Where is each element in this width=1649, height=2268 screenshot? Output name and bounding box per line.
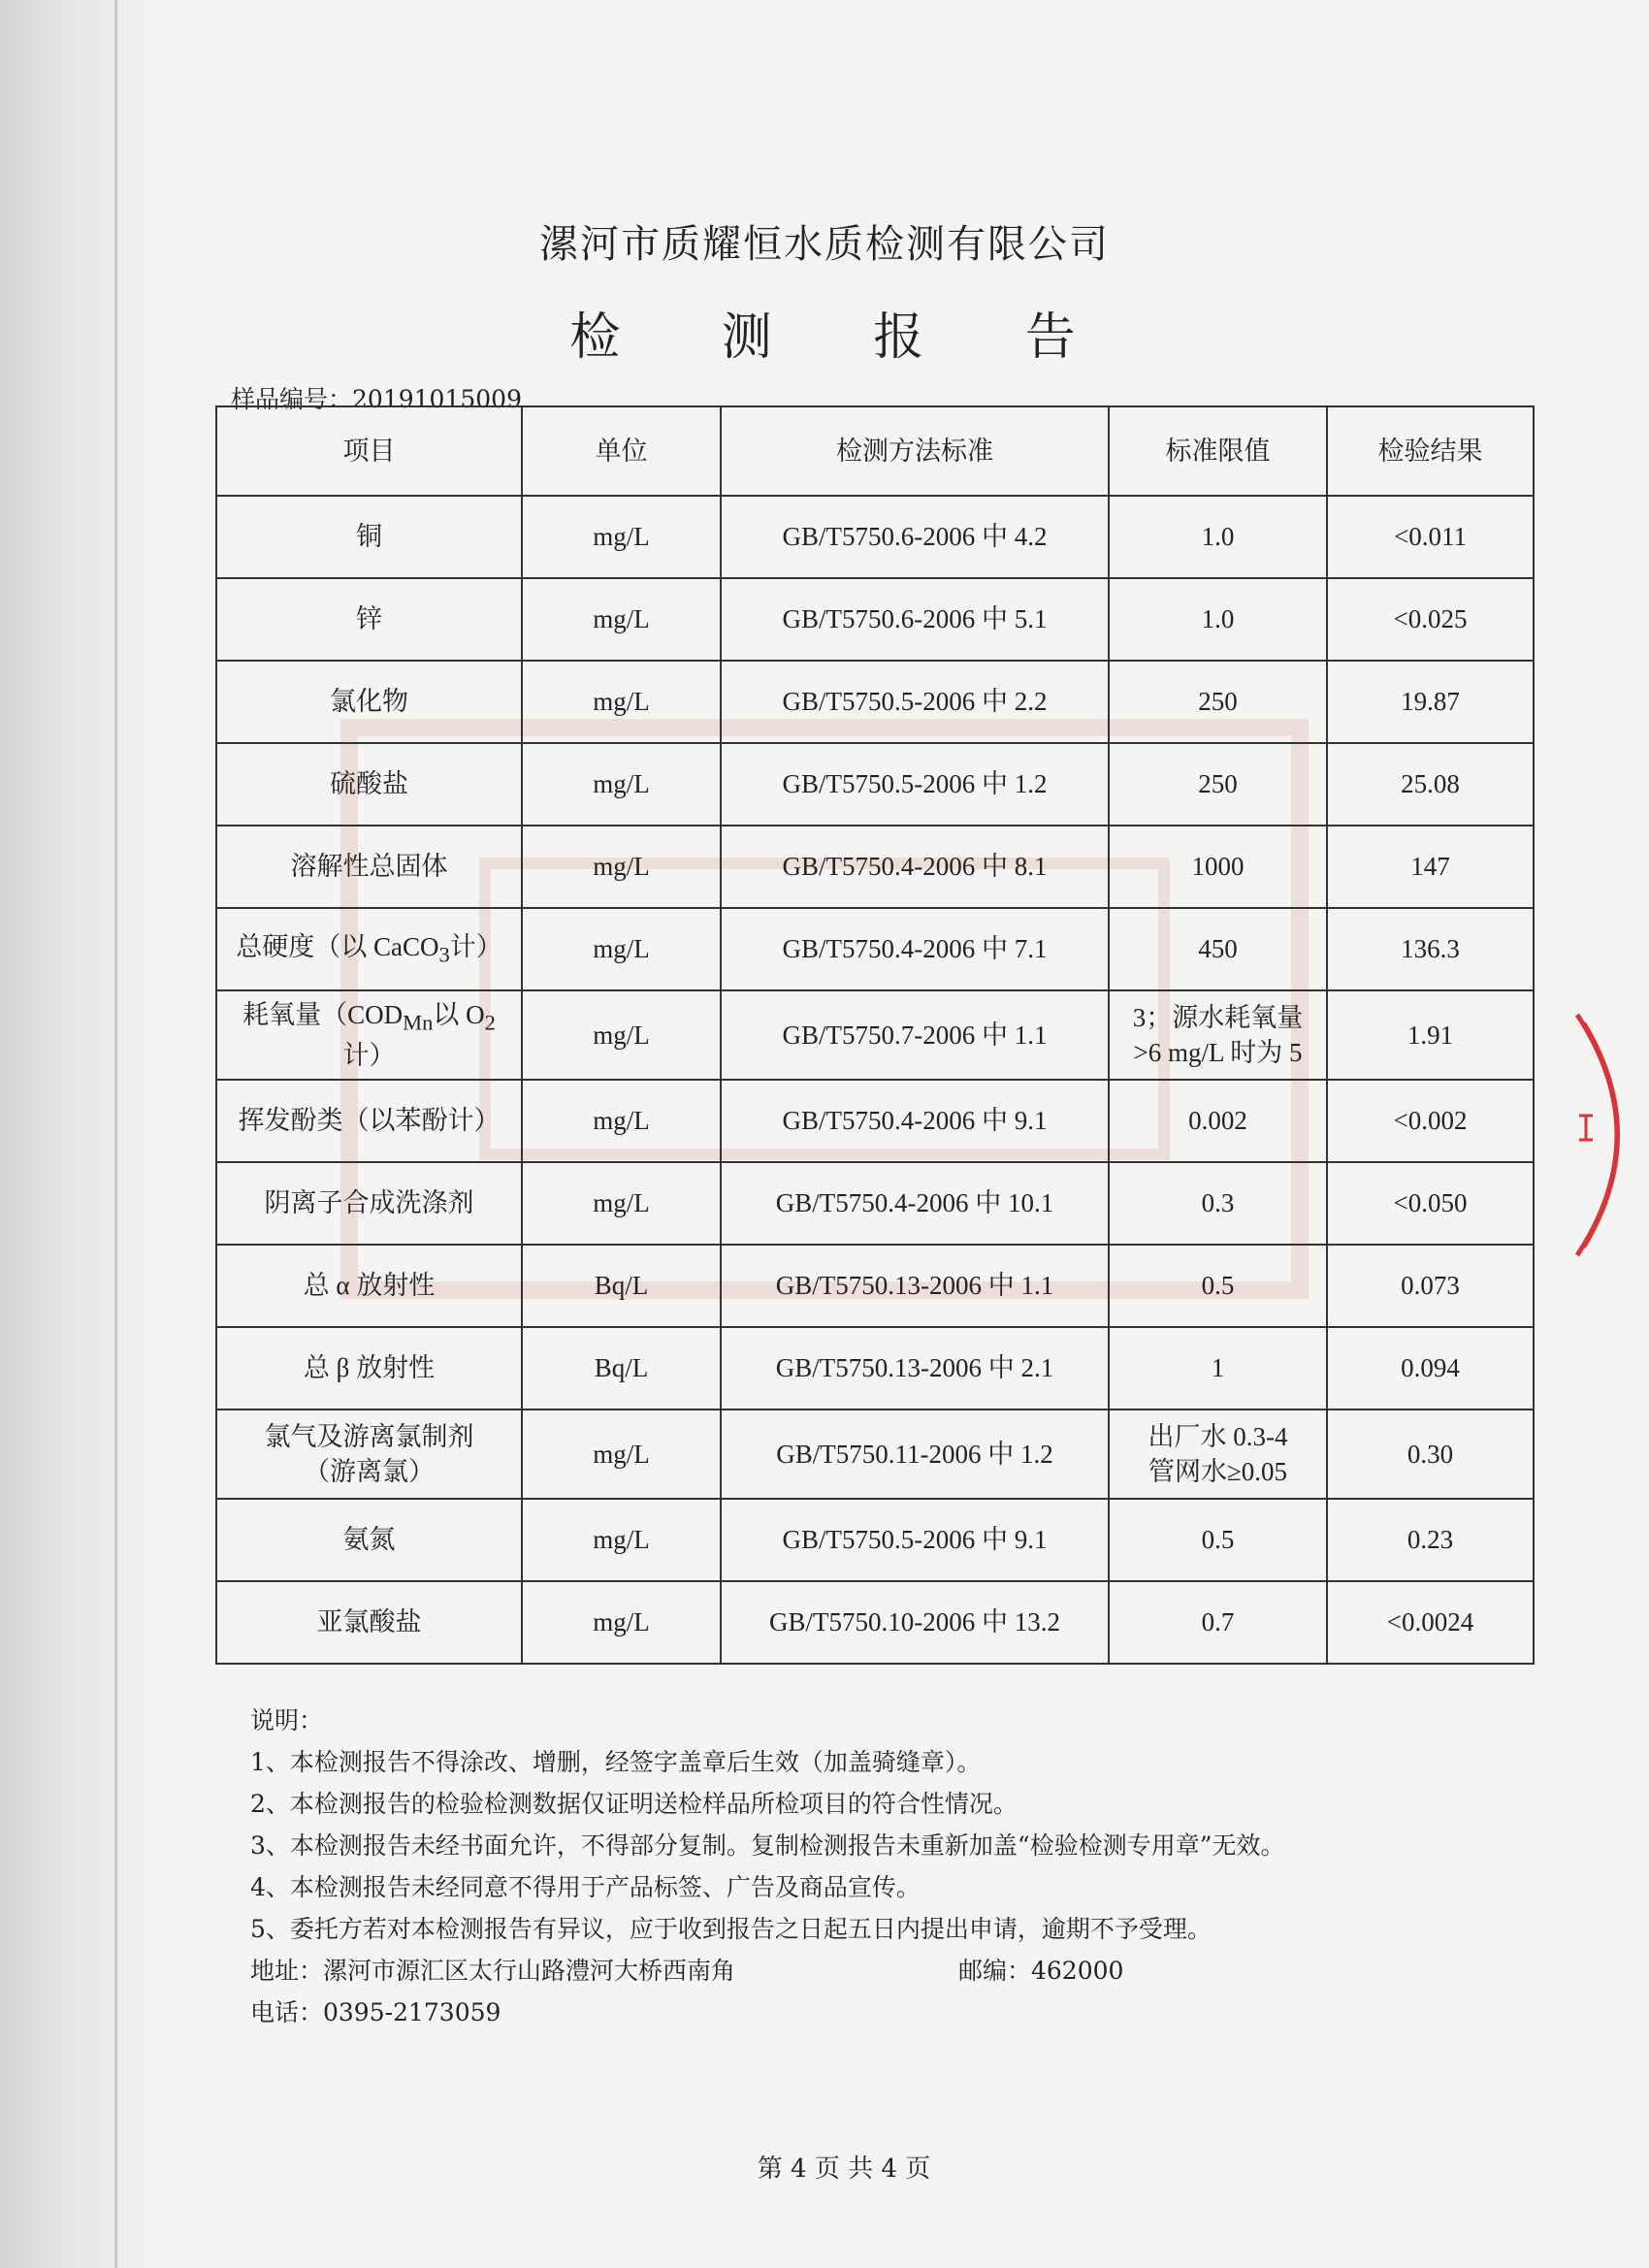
cell-method: GB/T5750.11-2006 中 1.2 xyxy=(721,1409,1109,1499)
cell-limit: 450 xyxy=(1109,908,1327,990)
page-number: 第 4 页 共 4 页 xyxy=(757,2155,931,2184)
cell-unit: Bq/L xyxy=(522,1245,721,1327)
limit-line: 3；源水耗氧量 xyxy=(1132,1002,1304,1032)
cell-unit: mg/L xyxy=(522,1080,721,1162)
table-row xyxy=(216,1162,1534,1245)
cell-item: 氨氮 xyxy=(216,1499,522,1581)
cell-unit: mg/L xyxy=(522,1499,721,1581)
cell-unit: Bq/L xyxy=(522,1327,721,1409)
cell-limit: 0.3 xyxy=(1109,1162,1327,1245)
cell-item xyxy=(216,908,522,990)
item-text: （游离氯） xyxy=(304,1457,435,1486)
cell-method: GB/T5750.4-2006 中 8.1 xyxy=(721,826,1109,908)
note-item: 2、本检测报告的检验检测数据仅证明送检样品所检项目的符合性情况。 xyxy=(250,1790,1018,1818)
table-row xyxy=(216,1409,1534,1499)
cell-result: 136.3 xyxy=(1327,908,1534,990)
table-row xyxy=(216,1581,1534,1664)
header-result: 检验结果 xyxy=(1327,406,1534,496)
cell-unit: mg/L xyxy=(522,908,721,990)
table-row xyxy=(216,496,1534,578)
cell-limit: 0.5 xyxy=(1109,1245,1327,1327)
cell-item: 亚氯酸盐 xyxy=(216,1581,522,1664)
limit-line: 管网水≥0.05 xyxy=(1148,1457,1288,1486)
cell-method: GB/T5750.13-2006 中 2.1 xyxy=(721,1327,1109,1409)
cell-result: 1.91 xyxy=(1327,990,1534,1080)
report-title: 检 测 报 告 xyxy=(569,308,1118,367)
cell-limit: 0.5 xyxy=(1109,1499,1327,1581)
header-method: 检测方法标准 xyxy=(721,406,1109,496)
cell-result: 0.094 xyxy=(1327,1327,1534,1409)
cell-result: <0.050 xyxy=(1327,1162,1534,1245)
cell-result: 25.08 xyxy=(1327,743,1534,826)
item-text: 以 O xyxy=(433,999,485,1029)
cell-unit: mg/L xyxy=(522,1162,721,1245)
cell-limit: 1 xyxy=(1109,1327,1327,1409)
cell-item: 阴离子合成洗涤剂 xyxy=(216,1162,522,1245)
item-text: 总硬度（以 CaCO xyxy=(236,931,439,961)
cell-item xyxy=(216,1409,522,1499)
table-row xyxy=(216,990,1534,1080)
table-row xyxy=(216,1499,1534,1581)
cell-method: GB/T5750.7-2006 中 1.1 xyxy=(721,990,1109,1080)
cell-method: GB/T5750.6-2006 中 4.2 xyxy=(721,496,1109,578)
cell-unit: mg/L xyxy=(522,990,721,1080)
cell-item: 挥发酚类（以苯酚计） xyxy=(216,1080,522,1162)
cell-unit: mg/L xyxy=(522,496,721,578)
cell-method: GB/T5750.4-2006 中 7.1 xyxy=(721,908,1109,990)
table-row xyxy=(216,578,1534,661)
cell-unit: mg/L xyxy=(522,743,721,826)
table-row xyxy=(216,1327,1534,1409)
cell-item: 锌 xyxy=(216,578,522,661)
table-row xyxy=(216,826,1534,908)
cell-result: <0.025 xyxy=(1327,578,1534,661)
item-subscript: 3 xyxy=(438,942,450,966)
sample-label: 样品编号： xyxy=(231,385,353,413)
table-header-row xyxy=(216,406,1534,496)
cell-limit: 0.7 xyxy=(1109,1581,1327,1664)
phone: 电话：0395-2173059 xyxy=(250,1998,501,2026)
item-text: 氯气及游离氯制剂 xyxy=(264,1421,474,1451)
cell-result: <0.002 xyxy=(1327,1080,1534,1162)
sample-number: 20191015009 xyxy=(352,385,522,413)
cell-method: GB/T5750.4-2006 中 9.1 xyxy=(721,1080,1109,1162)
table-row xyxy=(216,908,1534,990)
item-text: 计） xyxy=(342,1040,396,1070)
cell-method: GB/T5750.5-2006 中 1.2 xyxy=(721,743,1109,826)
cell-method: GB/T5750.5-2006 中 2.2 xyxy=(721,661,1109,743)
item-subscript: Mn xyxy=(403,1010,434,1035)
limit-line: 出厂水 0.3-4 xyxy=(1148,1421,1288,1451)
cell-unit: mg/L xyxy=(522,1409,721,1499)
cell-item: 氯化物 xyxy=(216,661,522,743)
note-item: 3、本检测报告未经书面允许，不得部分复制。复制检测报告未重新加盖“检验检测专用章”无效。 xyxy=(250,1831,1285,1860)
cell-result: <0.0024 xyxy=(1327,1581,1534,1664)
note-item: 5、委托方若对本检测报告有异议，应于收到报告之日起五日内提出申请，逾期不予受理。 xyxy=(250,1915,1212,1943)
cell-result: 19.87 xyxy=(1327,661,1534,743)
cell-item: 总 α 放射性 xyxy=(216,1245,522,1327)
notes-heading: 说明： xyxy=(250,1706,324,1734)
note-item: 4、本检测报告未经同意不得用于产品标签、广告及商品宣传。 xyxy=(250,1873,921,1901)
cell-unit: mg/L xyxy=(522,1581,721,1664)
cell-method: GB/T5750.6-2006 中 5.1 xyxy=(721,578,1109,661)
table-row xyxy=(216,743,1534,826)
cell-result: 147 xyxy=(1327,826,1534,908)
item-text: 计） xyxy=(449,931,502,961)
cell-limit: 1.0 xyxy=(1109,496,1327,578)
header-limit: 标准限值 xyxy=(1109,406,1327,496)
cell-limit: 250 xyxy=(1109,743,1327,826)
address: 地址：漯河市源汇区太行山路澧河大桥西南角 xyxy=(250,1957,736,1985)
item-text: 耗氧量（COD xyxy=(242,999,404,1029)
cell-method: GB/T5750.4-2006 中 10.1 xyxy=(721,1162,1109,1245)
cell-item: 溶解性总固体 xyxy=(216,826,522,908)
seal-stamp-icon xyxy=(1571,1009,1649,1261)
table-row xyxy=(216,661,1534,743)
note-item: 1、本检测报告不得涂改、增删，经签字盖章后生效（加盖骑缝章）。 xyxy=(250,1748,982,1776)
results-table xyxy=(215,405,1535,1665)
cell-method: GB/T5750.5-2006 中 9.1 xyxy=(721,1499,1109,1581)
cell-result: 0.30 xyxy=(1327,1409,1534,1499)
cell-result: 0.073 xyxy=(1327,1245,1534,1327)
cell-result: 0.23 xyxy=(1327,1499,1534,1581)
table-row xyxy=(216,1245,1534,1327)
cell-limit: 1.0 xyxy=(1109,578,1327,661)
cell-limit: 1000 xyxy=(1109,826,1327,908)
cell-item xyxy=(216,990,522,1080)
item-subscript: 2 xyxy=(484,1010,496,1035)
header-item: 项目 xyxy=(216,406,522,496)
address-line xyxy=(250,1950,1284,1992)
cell-limit xyxy=(1109,990,1327,1080)
header-unit: 单位 xyxy=(522,406,721,496)
cell-unit: mg/L xyxy=(522,578,721,661)
table-row xyxy=(216,1080,1534,1162)
cell-result: <0.011 xyxy=(1327,496,1534,578)
cell-method: GB/T5750.13-2006 中 1.1 xyxy=(721,1245,1109,1327)
cell-limit: 250 xyxy=(1109,661,1327,743)
postal-code: 邮编：462000 xyxy=(958,1957,1124,1985)
cell-unit: mg/L xyxy=(522,661,721,743)
cell-method: GB/T5750.10-2006 中 13.2 xyxy=(721,1581,1109,1664)
cell-limit: 0.002 xyxy=(1109,1080,1327,1162)
cell-unit: mg/L xyxy=(522,826,721,908)
cell-item: 铜 xyxy=(216,496,522,578)
cell-limit xyxy=(1109,1409,1327,1499)
limit-line: >6 mg/L 时为 5 xyxy=(1133,1038,1303,1067)
cell-item: 总 β 放射性 xyxy=(216,1327,522,1409)
notes-section xyxy=(250,1700,1284,2033)
company-name: 漯河市质耀恒水质检测有限公司 xyxy=(539,222,1110,267)
cell-item: 硫酸盐 xyxy=(216,743,522,826)
